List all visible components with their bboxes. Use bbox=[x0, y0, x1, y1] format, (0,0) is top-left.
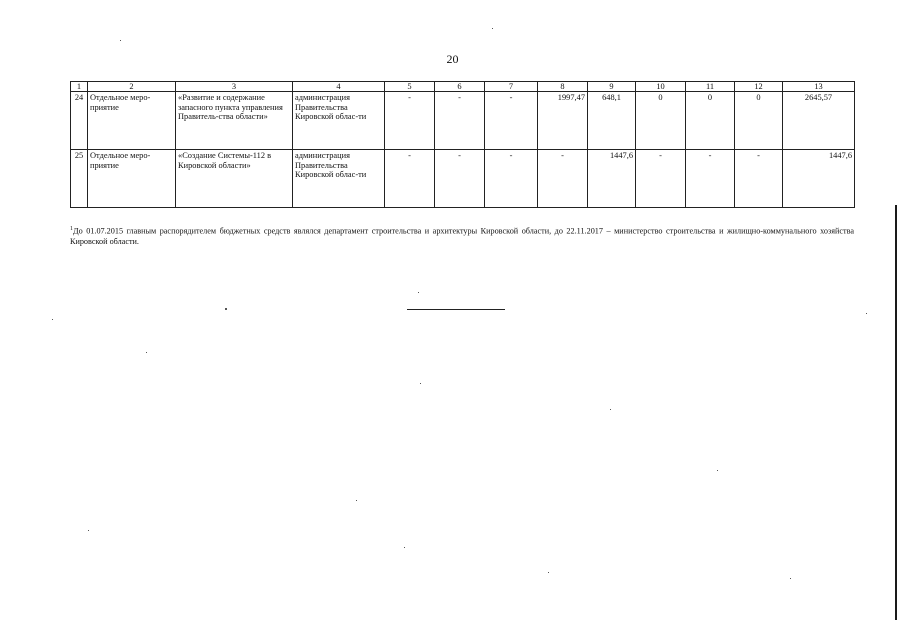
column-header: 8 bbox=[538, 82, 588, 92]
scan-noise-speck bbox=[52, 319, 53, 320]
column-header: 2 bbox=[88, 82, 176, 92]
total-cell: 1447,6 bbox=[783, 150, 855, 208]
footnote-marker: 1 bbox=[70, 226, 73, 232]
end-divider-line bbox=[407, 309, 505, 310]
column-header: 13 bbox=[783, 82, 855, 92]
table-row bbox=[71, 92, 855, 150]
column-header: 12 bbox=[735, 82, 783, 92]
scan-noise-speck bbox=[88, 530, 89, 531]
scan-noise-speck bbox=[420, 383, 421, 384]
value-cell: - bbox=[385, 92, 435, 150]
value-cell: - bbox=[485, 92, 538, 150]
row-number-cell: 25 bbox=[71, 150, 88, 208]
value-cell: 1447,6 bbox=[588, 150, 636, 208]
scan-noise-speck bbox=[418, 292, 419, 293]
row-number-cell: 24 bbox=[71, 92, 88, 150]
scan-noise-speck bbox=[146, 352, 147, 353]
scan-noise-speck bbox=[120, 40, 121, 41]
column-header: 4 bbox=[293, 82, 385, 92]
executor-cell: администрация Правительства Кировской облас-ти bbox=[293, 150, 385, 208]
measure-name-cell: «Развитие и содержание запасного пункта управления Правитель-ства области» bbox=[176, 92, 293, 150]
table-header-row bbox=[71, 82, 855, 92]
page-number: 20 bbox=[446, 52, 459, 66]
column-header: 1 bbox=[71, 82, 88, 92]
value-cell: - bbox=[485, 150, 538, 208]
scan-noise-speck bbox=[356, 500, 357, 501]
value-cell: - bbox=[435, 150, 485, 208]
value-cell: - bbox=[636, 150, 686, 208]
table-row bbox=[71, 150, 855, 208]
value-cell: 1997,47 bbox=[538, 92, 588, 150]
column-header: 9 bbox=[588, 82, 636, 92]
column-header: 5 bbox=[385, 82, 435, 92]
total-cell: 2645,57 bbox=[783, 92, 855, 150]
column-header: 10 bbox=[636, 82, 686, 92]
scan-noise-speck bbox=[492, 28, 493, 29]
scan-noise-speck bbox=[790, 578, 791, 579]
value-cell: 0 bbox=[636, 92, 686, 150]
value-cell: - bbox=[686, 150, 735, 208]
scan-noise-speck bbox=[866, 313, 867, 314]
column-header: 11 bbox=[686, 82, 735, 92]
column-header: 3 bbox=[176, 82, 293, 92]
budget-table bbox=[70, 81, 855, 208]
column-header: 7 bbox=[485, 82, 538, 92]
scan-noise-speck bbox=[404, 547, 405, 548]
scan-noise-speck bbox=[225, 308, 227, 310]
value-cell: 648,1 bbox=[588, 92, 636, 150]
footnote bbox=[70, 226, 854, 247]
measure-name-cell: «Создание Системы-112 в Кировской области» bbox=[176, 150, 293, 208]
measure-type-cell: Отдельное меро-приятие bbox=[88, 150, 176, 208]
scan-noise-speck bbox=[717, 470, 718, 471]
value-cell: 0 bbox=[735, 92, 783, 150]
value-cell: - bbox=[435, 92, 485, 150]
value-cell: - bbox=[735, 150, 783, 208]
footnote-text: До 01.07.2015 главным распорядителем бюджетных средств являлся департамент строительства и архитектуры Кировской области, до 22.11.2017 – министерство строительства и жилищно-коммунального хозяйства Кировской области. bbox=[70, 226, 854, 246]
column-header: 6 bbox=[435, 82, 485, 92]
value-cell: - bbox=[538, 150, 588, 208]
executor-cell: администрация Правительства Кировской облас-ти bbox=[293, 92, 385, 150]
scan-noise-speck bbox=[548, 572, 549, 573]
value-cell: 0 bbox=[686, 92, 735, 150]
measure-type-cell: Отдельное меро-приятие bbox=[88, 92, 176, 150]
scan-noise-speck bbox=[610, 409, 611, 410]
value-cell: - bbox=[385, 150, 435, 208]
scan-edge-shadow bbox=[895, 205, 897, 620]
